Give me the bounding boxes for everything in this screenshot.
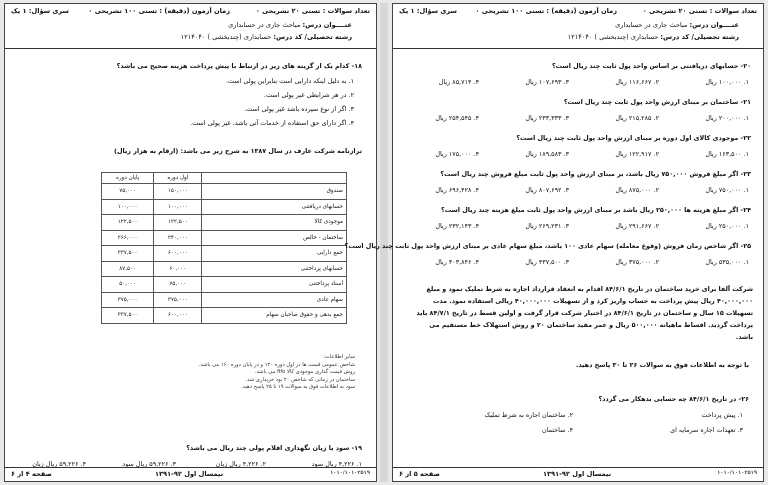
q19-option-2[interactable]: ۲. ۴,۲۲۶ ریال زیان: [215, 460, 266, 468]
q19-option-4[interactable]: ۴. ۵۹,۲۲۶ ریال زیان: [32, 460, 86, 468]
q21-option-1[interactable]: ۱. ۲۰۰,۰۰۰ ریال: [705, 114, 749, 122]
question-22: ۲۲- موجودی کالای اول دوره بر مبنای ارزش واحد پول ثابت چند ریال است؟: [516, 134, 751, 142]
question-25: ۲۵- اگر شاخص زمان فروش (وقوع معامله) سهام عادی ۱۰۰ باشد، مبلغ سهام عادی بر مبنای ارزش واحد پول ثابت چند ریال است؟: [344, 242, 751, 250]
table-row: ساختمان - خالص ۲۴۰,۰۰۰ ۲۶۶,۰۰۰: [102, 230, 347, 246]
question-21: ۲۱- ساختمان بر مبنای ارزش واحد پول ثابت چند ریال است؟: [563, 98, 751, 106]
balance-sheet-table: [101, 172, 347, 324]
q20-option-2[interactable]: ۲. ۱۱۶,۶۶۷ ریال: [615, 78, 659, 86]
case-prompt: با توجه به اطلاعات فوق به سوالات ۲۶ تا ۳۰ پاسخ دهید.: [575, 361, 749, 369]
case-description: شرکت آلفا برای خرید ساختمان در تاریخ ۸۴/۶/۱ اقدام به انعقاد قرارداد اجاره به شرط تملیک نمود و مبلغ ۴۰,۰۰۰,۰۰۰ ریال پیش پرداخت به حساب واریز کرد و از تسهیلات ۴۰,۰۰۰,۰۰۰ ریالی استفاده نمود. مدت تسهیلات ۱۵ سال و ساختمان در تاریخ ۸۴/۶/۱ در اختیار شرکت قرار گرفت و اولین قسط در تاریخ ۸۴/۷/۱ باید پرداخت گردید. اقساط ماهیانه ۵۰۰,۰۰۰ ریال و عمر مفید ساختمان ۲۰ و روش استهلاک خط مستقیم می باشد.: [416, 285, 753, 341]
q20-option-4[interactable]: ۴. ۸۵,۷۱۴ ریال: [438, 78, 479, 86]
page-number: صفحه ۴ از ۶: [11, 470, 52, 478]
q24-option-1[interactable]: ۱. ۲۵۰,۰۰۰ ریال: [705, 222, 749, 230]
q23-option-3[interactable]: ۳. ۸۰۷,۶۹۲ ریال: [525, 186, 569, 194]
q22-option-4[interactable]: ۴. ۱۷۵,۰۰۰ ریال: [435, 150, 479, 158]
table-header: پایان دوره: [102, 173, 154, 184]
question-18: ۱۸- کدام یک از گزینه های زیر در ارتباط با پیش پرداخت هزینه صحیح می باشد؟: [116, 62, 362, 70]
table-header: [202, 173, 347, 184]
q24-option-2[interactable]: ۲. ۲۹۱,۶۶۷ ریال: [615, 222, 659, 230]
course-code: رشته تحصیلی/ کد درس: حسابداری (چندبخشی ) ۱۲۱۴۰۴۰: [567, 33, 739, 41]
q25-option-2[interactable]: ۲. ۳۷۵,۰۰۰ ریال: [615, 258, 659, 266]
question-24: ۲۴- اگر مبلغ هزینه ها ۲۵۰,۰۰۰ ریال باشد بر مبنای ارزش واحد پول ثابت مبلغ هزینه چند ریال است؟: [441, 206, 751, 214]
q23-option-1[interactable]: ۱. ۷۵۰,۰۰۰ ریال: [705, 186, 749, 194]
table-header-row: [102, 173, 347, 184]
question-count: تعداد سوالات : تستی ۲۰ تشریحی ۰: [642, 7, 757, 15]
q18-option-4[interactable]: ۴. اگر دارای حق استفاده از خدمات آتی باشد، غیر پولی است.: [190, 119, 354, 127]
course-title: عنــــوان درس: مباحث جاری در حسابداری: [228, 21, 352, 29]
question-count: تعداد سوالات : تستی ۲۰ تشریحی ۰: [255, 7, 370, 15]
q20-option-1[interactable]: ۱. ۱۰۰,۰۰۰ ریال: [705, 78, 749, 86]
exam-page-left: [4, 3, 377, 482]
question-23: ۲۳- اگر مبلغ فروش ۷۵۰,۰۰۰ ریال باشد، بر مبنای ارزش واحد پول ثابت مبلغ فروش چند ریال است؟: [440, 170, 751, 178]
additional-info: سایر اطلاعات: شاخص عمومی قیمت ها در اول دوره ۱۲۰ و در پایان دوره ۱۶۰ می باشد. روش قیمت گذاری موجودی کالا fifo می باشد. ساختمان در زمانی که شاخص ۲۰ بود خریداری شد. سود به اطلاعات فوق به سوالات ۱۹ تا ۲۵ پاسخ دهید.: [198, 354, 355, 391]
q25-option-1[interactable]: ۱. ۵۳۵,۰۰۰ ریال: [705, 258, 749, 266]
q22-option-1[interactable]: ۱. ۱۶۳,۵۰۰ ریال: [705, 150, 749, 158]
exam-duration: زمان آزمون (دقیقه) : تستی ۱۰۰ تشریحی ۰: [475, 7, 617, 15]
q26-option-2[interactable]: ۲. ساختمان اجاره به شرط تملیک: [484, 411, 573, 419]
table-header: اول دوره: [154, 173, 202, 184]
table-row: حسابهای دریافتنی ۱۰۰,۰۰۰ ۱۰۰,۰۰۰: [102, 199, 347, 215]
q25-option-4[interactable]: ۴. ۴۰۳,۸۴۶ ریال: [435, 258, 479, 266]
table-row: سهام عادی ۳۷۵,۰۰۰ ۳۷۵,۰۰۰: [102, 292, 347, 308]
question-20: ۲۰- حسابهای دریافتنی بر اساس واحد پول ثابت چند ریال است؟: [551, 62, 751, 70]
question-series: سری سؤال: ۱ یک: [11, 7, 70, 15]
q18-option-3[interactable]: ۳. اگر از نوع سپرده باشد غیر پولی است.: [244, 105, 354, 113]
page-number: صفحه ۵ از ۶: [399, 470, 440, 478]
q22-option-2[interactable]: ۲. ۱۲۲,۹۱۷ ریال: [615, 150, 659, 158]
exam-code: ۱۰۱۰/۱۰۱۰۲۵۱۹: [330, 470, 370, 476]
table-row: جمع دارایی ۶۰۰,۰۰۰ ۳۳۷,۵۰۰: [102, 246, 347, 262]
exam-code: ۱۰۱۰/۱۰۱۰۲۵۱۹: [717, 470, 757, 476]
q21-option-4[interactable]: ۴. ۲۵۴,۵۴۵ ریال: [435, 114, 479, 122]
table-row: اسناد پرداختنی ۷۵,۰۰۰ ۵۰,۰۰۰: [102, 277, 347, 293]
page-footer: [393, 467, 763, 481]
q26-option-4[interactable]: ۴. ساختمان: [541, 426, 573, 434]
q26-option-3[interactable]: ۳. تعهدات اجاره سرمایه ای: [670, 426, 743, 434]
q22-option-3[interactable]: ۳. ۱۸۹,۵۸۳ ریال: [525, 150, 569, 158]
table-row: حسابهای پرداختنی ۶۰,۰۰۰ ۸۷,۵۰۰: [102, 261, 347, 277]
semester: نیمسال اول ۹۲-۱۳۹۱: [155, 470, 224, 478]
q25-option-3[interactable]: ۳. ۴۳۷,۵۰۰ ریال: [525, 258, 569, 266]
q18-option-1[interactable]: ۱. به دلیل اینکه دارایی است بنابراین پولی است.: [225, 77, 354, 85]
q21-option-2[interactable]: ۲. ۲۱۵,۲۸۵ ریال: [615, 114, 659, 122]
q24-option-3[interactable]: ۳. ۲۶۹,۲۳۱ ریال: [525, 222, 569, 230]
balance-sheet-intro: ترازنامه شرکت عارف در سال ۱۳۸۷ به شرح زیر می باشد: (ارقام به هزار ریال): [114, 147, 362, 155]
question-series: سری سؤال: ۱ یک: [399, 7, 458, 15]
page-footer: [5, 467, 376, 481]
table-row: موجودی کالا ۱۲۲,۵۰۰ ۱۲۲,۵۰۰: [102, 215, 347, 231]
exam-page-right: [344, 3, 764, 482]
q24-option-4[interactable]: ۴. ۲۳۲,۱۴۳ ریال: [435, 222, 479, 230]
q26-option-1[interactable]: ۱. پیش پرداخت: [701, 411, 743, 419]
q20-option-3[interactable]: ۳. ۱۰۷,۶۹۳ ریال: [525, 78, 569, 86]
question-19: ۱۹- سود یا زیان نگهداری اقلام پولی چند ریال می باشد؟: [186, 444, 362, 452]
exam-duration: زمان آزمون (دقیقه) : تستی ۱۰۰ تشریحی ۰: [88, 7, 230, 15]
q23-option-4[interactable]: ۴. ۶۹۶,۴۲۸ ریال: [435, 186, 479, 194]
question-26: ۲۶- در تاریخ ۸۴/۶/۱ چه حسابی بدهکار می گردد؟: [598, 395, 749, 403]
course-code: رشته تحصیلی/ کد درس: حسابداری (چندبخشی ) ۱۲۱۴۰۴۰: [180, 33, 352, 41]
table-row: صندوق ۱۵۰,۰۰۰ ۷۵,۰۰۰: [102, 184, 347, 200]
table-row: جمع بدهی و حقوق صاحبان سهام ۶۰۰,۰۰۰ ۳۳۷,۵۰۰: [102, 308, 347, 324]
course-title: عنــــوان درس: مباحث جاری در حسابداری: [615, 21, 739, 29]
q19-option-3[interactable]: ۳. ۵۹,۲۲۶ ریال سود: [122, 460, 176, 468]
q21-option-3[interactable]: ۳. ۲۳۳,۳۳۳ ریال: [525, 114, 569, 122]
q18-option-2[interactable]: ۲. در هر شرایطی غیر پولی است.: [263, 91, 354, 99]
q19-option-1[interactable]: ۱. ۴,۲۲۶ ریال سود: [311, 460, 362, 468]
q23-option-2[interactable]: ۲. ۸۷۵,۰۰۰ ریال: [615, 186, 659, 194]
semester: نیمسال اول ۹۲-۱۳۹۱: [543, 470, 612, 478]
